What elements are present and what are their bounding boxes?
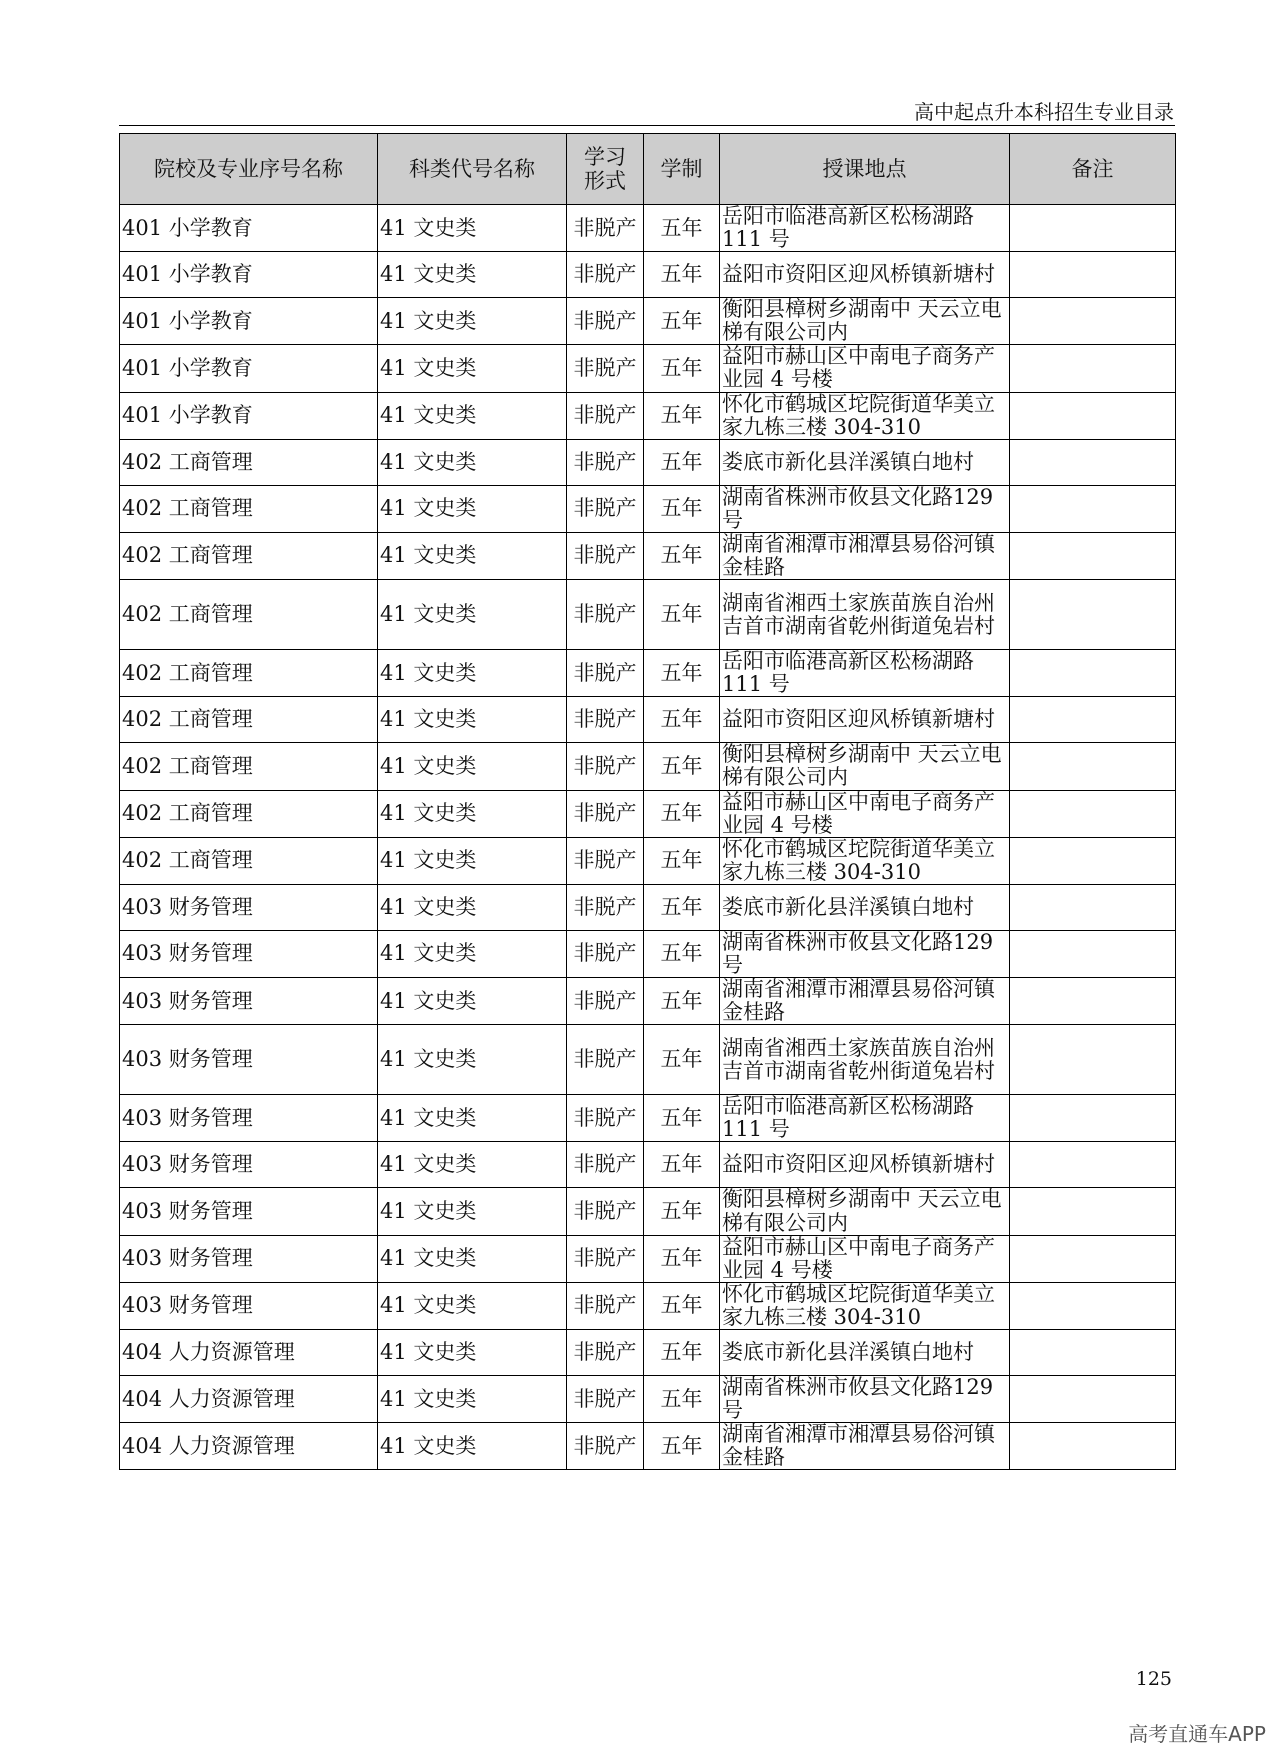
duration-cell: 五年 — [644, 697, 720, 743]
category-cell: 41 文史类 — [378, 1188, 567, 1235]
study-mode-cell: 非脱产 — [567, 580, 644, 650]
table-row — [120, 1142, 1176, 1188]
table-row — [120, 650, 1176, 697]
program-cell: 401 小学教育 — [120, 298, 378, 345]
column-header-study-mode: 学习 形式 — [567, 134, 644, 205]
remark-cell — [1010, 298, 1176, 345]
program-cell: 401 小学教育 — [120, 205, 378, 252]
table-row — [120, 837, 1176, 884]
study-mode-cell: 非脱产 — [567, 837, 644, 884]
study-mode-cell: 非脱产 — [567, 790, 644, 837]
table-row — [120, 1095, 1176, 1142]
study-mode-cell: 非脱产 — [567, 1282, 644, 1329]
duration-cell: 五年 — [644, 743, 720, 790]
duration-cell: 五年 — [644, 837, 720, 884]
location-cell: 益阳市赫山区中南电子商务产业园 4 号楼 — [720, 790, 1010, 837]
remark-cell — [1010, 743, 1176, 790]
study-mode-cell: 非脱产 — [567, 252, 644, 298]
category-cell: 41 文史类 — [378, 790, 567, 837]
table-row — [120, 485, 1176, 532]
program-cell: 402 工商管理 — [120, 650, 378, 697]
remark-cell — [1010, 439, 1176, 485]
study-mode-cell: 非脱产 — [567, 1188, 644, 1235]
remark-cell — [1010, 837, 1176, 884]
column-header-program: 院校及专业序号名称 — [120, 134, 378, 205]
category-cell: 41 文史类 — [378, 650, 567, 697]
location-cell: 湖南省湘潭市湘潭县易俗河镇金桂路 — [720, 1423, 1010, 1470]
study-mode-cell: 非脱产 — [567, 884, 644, 930]
study-mode-cell: 非脱产 — [567, 930, 644, 977]
category-cell: 41 文史类 — [378, 978, 567, 1025]
program-cell: 401 小学教育 — [120, 345, 378, 392]
program-cell: 403 财务管理 — [120, 1235, 378, 1282]
duration-cell: 五年 — [644, 1330, 720, 1376]
location-cell: 衡阳县樟树乡湖南中 天云立电梯有限公司内 — [720, 743, 1010, 790]
remark-cell — [1010, 1142, 1176, 1188]
study-mode-cell: 非脱产 — [567, 697, 644, 743]
table-row — [120, 978, 1176, 1025]
location-cell: 湖南省湘西土家族苗族自治州吉首市湖南省乾州街道兔岩村 — [720, 580, 1010, 650]
duration-cell: 五年 — [644, 1188, 720, 1235]
location-cell: 怀化市鹤城区坨院街道华美立家九栋三楼 304-310 — [720, 1282, 1010, 1329]
study-mode-cell: 非脱产 — [567, 439, 644, 485]
study-mode-cell: 非脱产 — [567, 1142, 644, 1188]
study-mode-cell: 非脱产 — [567, 1330, 644, 1376]
location-cell: 湖南省湘潭市湘潭县易俗河镇金桂路 — [720, 978, 1010, 1025]
remark-cell — [1010, 1330, 1176, 1376]
remark-cell — [1010, 1282, 1176, 1329]
location-cell: 益阳市资阳区迎风桥镇新塘村 — [720, 1142, 1010, 1188]
location-cell: 怀化市鹤城区坨院街道华美立家九栋三楼 304-310 — [720, 392, 1010, 439]
column-header-category: 科类代号名称 — [378, 134, 567, 205]
category-cell: 41 文史类 — [378, 837, 567, 884]
category-cell: 41 文史类 — [378, 392, 567, 439]
column-header-duration: 学制 — [644, 134, 720, 205]
program-cell: 403 财务管理 — [120, 930, 378, 977]
category-cell: 41 文史类 — [378, 205, 567, 252]
program-cell: 401 小学教育 — [120, 392, 378, 439]
study-mode-cell: 非脱产 — [567, 1095, 644, 1142]
category-cell: 41 文史类 — [378, 439, 567, 485]
duration-cell: 五年 — [644, 392, 720, 439]
table-row — [120, 532, 1176, 579]
program-cell: 403 财务管理 — [120, 1095, 378, 1142]
table-row — [120, 439, 1176, 485]
header-rule — [119, 125, 1175, 126]
study-mode-cell: 非脱产 — [567, 978, 644, 1025]
study-mode-cell: 非脱产 — [567, 345, 644, 392]
remark-cell — [1010, 392, 1176, 439]
study-mode-cell: 非脱产 — [567, 1376, 644, 1423]
duration-cell: 五年 — [644, 1142, 720, 1188]
study-mode-cell: 非脱产 — [567, 392, 644, 439]
column-header-remark: 备注 — [1010, 134, 1176, 205]
duration-cell: 五年 — [644, 1025, 720, 1095]
page-number: 125 — [1135, 1668, 1172, 1690]
program-cell: 404 人力资源管理 — [120, 1330, 378, 1376]
location-cell: 湖南省株洲市攸县文化路129 号 — [720, 485, 1010, 532]
study-mode-cell: 非脱产 — [567, 1025, 644, 1095]
program-cell: 403 财务管理 — [120, 1188, 378, 1235]
category-cell: 41 文史类 — [378, 1142, 567, 1188]
duration-cell: 五年 — [644, 1095, 720, 1142]
table-row — [120, 1188, 1176, 1235]
running-header-title: 高中起点升本科招生专业目录 — [914, 100, 1174, 124]
category-cell: 41 文史类 — [378, 1330, 567, 1376]
location-cell: 娄底市新化县洋溪镇白地村 — [720, 1330, 1010, 1376]
location-cell: 湖南省湘潭市湘潭县易俗河镇金桂路 — [720, 532, 1010, 579]
location-cell: 湖南省湘西土家族苗族自治州吉首市湖南省乾州街道兔岩村 — [720, 1025, 1010, 1095]
duration-cell: 五年 — [644, 790, 720, 837]
location-cell: 岳阳市临港高新区松杨湖路111 号 — [720, 205, 1010, 252]
duration-cell: 五年 — [644, 884, 720, 930]
program-catalog-table — [119, 133, 1176, 1470]
remark-cell — [1010, 532, 1176, 579]
category-cell: 41 文史类 — [378, 580, 567, 650]
location-cell: 岳阳市临港高新区松杨湖路111 号 — [720, 650, 1010, 697]
remark-cell — [1010, 205, 1176, 252]
category-cell: 41 文史类 — [378, 697, 567, 743]
program-cell: 402 工商管理 — [120, 743, 378, 790]
category-cell: 41 文史类 — [378, 298, 567, 345]
table-row — [120, 1423, 1176, 1470]
location-cell: 岳阳市临港高新区松杨湖路111 号 — [720, 1095, 1010, 1142]
remark-cell — [1010, 1423, 1176, 1470]
remark-cell — [1010, 1188, 1176, 1235]
table-row — [120, 1376, 1176, 1423]
remark-cell — [1010, 978, 1176, 1025]
duration-cell: 五年 — [644, 1282, 720, 1329]
location-cell: 湖南省株洲市攸县文化路129 号 — [720, 930, 1010, 977]
study-mode-cell: 非脱产 — [567, 205, 644, 252]
program-cell: 404 人力资源管理 — [120, 1423, 378, 1470]
category-cell: 41 文史类 — [378, 1095, 567, 1142]
location-cell: 益阳市赫山区中南电子商务产业园 4 号楼 — [720, 345, 1010, 392]
table-row — [120, 743, 1176, 790]
category-cell: 41 文史类 — [378, 1282, 567, 1329]
table-row — [120, 884, 1176, 930]
table-row — [120, 1235, 1176, 1282]
table-row — [120, 790, 1176, 837]
table-row — [120, 252, 1176, 298]
location-cell: 益阳市赫山区中南电子商务产业园 4 号楼 — [720, 1235, 1010, 1282]
category-cell: 41 文史类 — [378, 252, 567, 298]
program-cell: 403 财务管理 — [120, 1282, 378, 1329]
remark-cell — [1010, 1095, 1176, 1142]
remark-cell — [1010, 580, 1176, 650]
remark-cell — [1010, 1376, 1176, 1423]
duration-cell: 五年 — [644, 1235, 720, 1282]
category-cell: 41 文史类 — [378, 345, 567, 392]
study-mode-cell: 非脱产 — [567, 1235, 644, 1282]
remark-cell — [1010, 790, 1176, 837]
duration-cell: 五年 — [644, 1376, 720, 1423]
table-row — [120, 580, 1176, 650]
study-mode-cell: 非脱产 — [567, 298, 644, 345]
duration-cell: 五年 — [644, 205, 720, 252]
program-cell: 402 工商管理 — [120, 532, 378, 579]
program-cell: 403 财务管理 — [120, 1142, 378, 1188]
table-row — [120, 1025, 1176, 1095]
duration-cell: 五年 — [644, 978, 720, 1025]
table-row — [120, 697, 1176, 743]
study-mode-cell: 非脱产 — [567, 650, 644, 697]
table-row — [120, 930, 1176, 977]
table-row — [120, 1282, 1176, 1329]
program-cell: 402 工商管理 — [120, 439, 378, 485]
category-cell: 41 文史类 — [378, 930, 567, 977]
table-row — [120, 345, 1176, 392]
study-mode-cell: 非脱产 — [567, 485, 644, 532]
program-cell: 402 工商管理 — [120, 580, 378, 650]
program-cell: 403 财务管理 — [120, 978, 378, 1025]
category-cell: 41 文史类 — [378, 532, 567, 579]
table-row — [120, 298, 1176, 345]
category-cell: 41 文史类 — [378, 1376, 567, 1423]
remark-cell — [1010, 884, 1176, 930]
app-watermark: 高考直通车APP — [1128, 1722, 1266, 1746]
location-cell: 娄底市新化县洋溪镇白地村 — [720, 439, 1010, 485]
program-cell: 402 工商管理 — [120, 790, 378, 837]
category-cell: 41 文史类 — [378, 485, 567, 532]
duration-cell: 五年 — [644, 439, 720, 485]
remark-cell — [1010, 930, 1176, 977]
duration-cell: 五年 — [644, 532, 720, 579]
remark-cell — [1010, 345, 1176, 392]
remark-cell — [1010, 252, 1176, 298]
remark-cell — [1010, 485, 1176, 532]
duration-cell: 五年 — [644, 650, 720, 697]
program-cell: 402 工商管理 — [120, 485, 378, 532]
duration-cell: 五年 — [644, 252, 720, 298]
location-cell: 衡阳县樟树乡湖南中 天云立电梯有限公司内 — [720, 298, 1010, 345]
duration-cell: 五年 — [644, 485, 720, 532]
table-header-row — [120, 134, 1176, 205]
remark-cell — [1010, 697, 1176, 743]
program-cell: 401 小学教育 — [120, 252, 378, 298]
table-row — [120, 205, 1176, 252]
duration-cell: 五年 — [644, 1423, 720, 1470]
category-cell: 41 文史类 — [378, 1423, 567, 1470]
category-cell: 41 文史类 — [378, 1025, 567, 1095]
category-cell: 41 文史类 — [378, 1235, 567, 1282]
table-row — [120, 392, 1176, 439]
program-cell: 404 人力资源管理 — [120, 1376, 378, 1423]
remark-cell — [1010, 650, 1176, 697]
location-cell: 益阳市资阳区迎风桥镇新塘村 — [720, 697, 1010, 743]
table-row — [120, 1330, 1176, 1376]
column-header-location: 授课地点 — [720, 134, 1010, 205]
location-cell: 衡阳县樟树乡湖南中 天云立电梯有限公司内 — [720, 1188, 1010, 1235]
remark-cell — [1010, 1025, 1176, 1095]
remark-cell — [1010, 1235, 1176, 1282]
duration-cell: 五年 — [644, 298, 720, 345]
location-cell: 湖南省株洲市攸县文化路129 号 — [720, 1376, 1010, 1423]
duration-cell: 五年 — [644, 930, 720, 977]
program-cell: 402 工商管理 — [120, 697, 378, 743]
duration-cell: 五年 — [644, 345, 720, 392]
table-body — [120, 205, 1176, 1470]
duration-cell: 五年 — [644, 580, 720, 650]
study-mode-cell: 非脱产 — [567, 743, 644, 790]
location-cell: 娄底市新化县洋溪镇白地村 — [720, 884, 1010, 930]
study-mode-cell: 非脱产 — [567, 532, 644, 579]
study-mode-cell: 非脱产 — [567, 1423, 644, 1470]
program-cell: 403 财务管理 — [120, 1025, 378, 1095]
program-cell: 402 工商管理 — [120, 837, 378, 884]
category-cell: 41 文史类 — [378, 884, 567, 930]
location-cell: 益阳市资阳区迎风桥镇新塘村 — [720, 252, 1010, 298]
location-cell: 怀化市鹤城区坨院街道华美立家九栋三楼 304-310 — [720, 837, 1010, 884]
program-cell: 403 财务管理 — [120, 884, 378, 930]
category-cell: 41 文史类 — [378, 743, 567, 790]
